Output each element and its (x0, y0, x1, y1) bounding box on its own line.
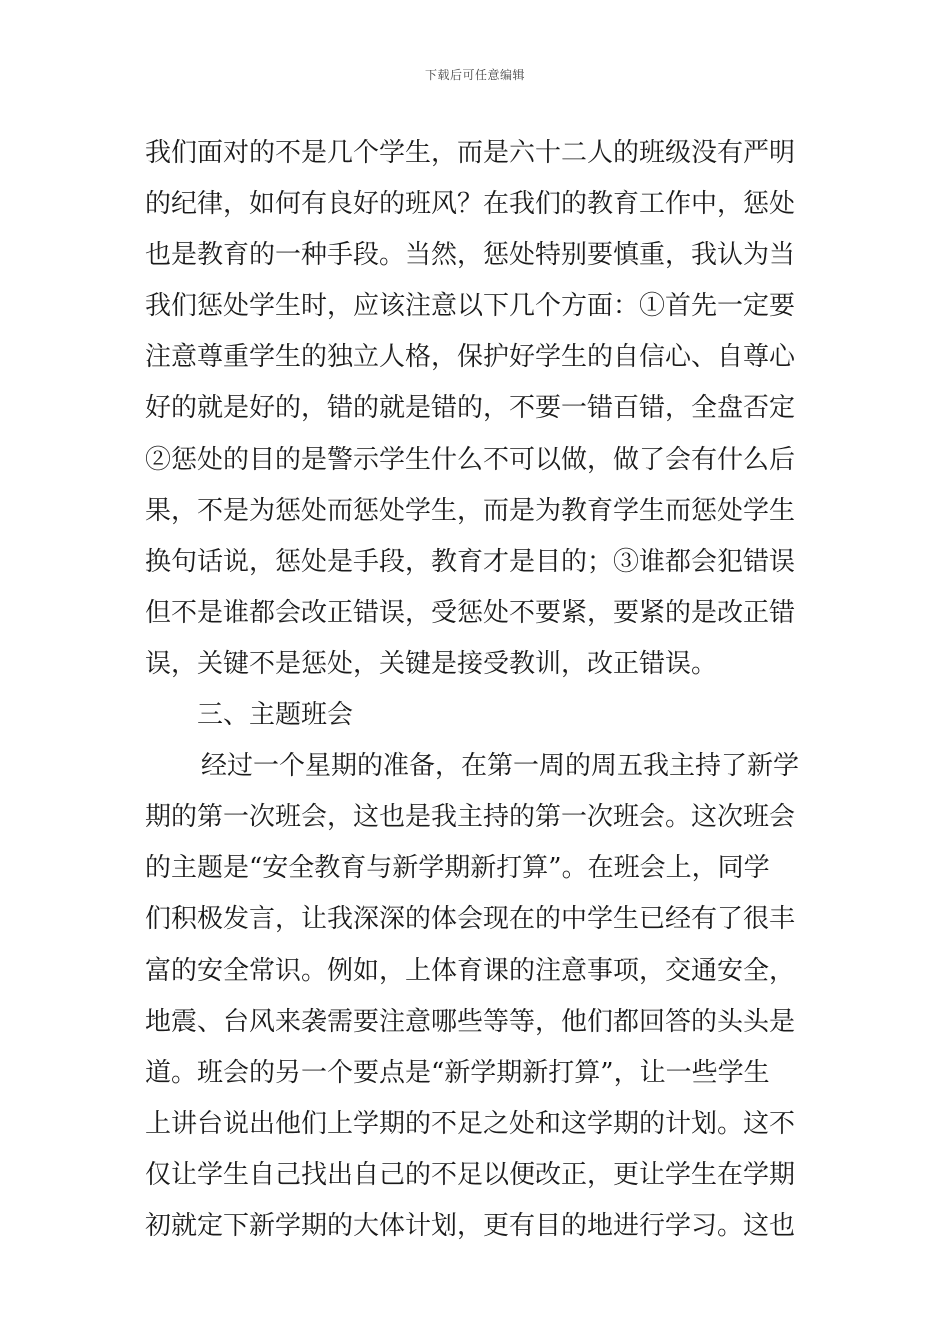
text-line: 也是教育的一种手段。当然，惩处特别要慎重，我认为当 (145, 240, 796, 271)
text-line: 换句话说，惩处是手段，教育才是目的；③谁都会犯错误 (145, 546, 796, 577)
text-line: 上讲台说出他们上学期的不足之处和这学期的计划。这不 (145, 1108, 796, 1139)
text-line: 好的就是好的，错的就是错的，不要一错百错，全盘否定 (145, 393, 796, 424)
section-heading: 三、主题班会 (197, 700, 354, 731)
text-line: 期的第一次班会，这也是我主持的第一次班会。这次班会 (145, 802, 796, 833)
page-header: 下载后可任意编辑 (424, 68, 525, 82)
text-line: 的纪律，如何有良好的班风？在我们的教育工作中，惩处 (145, 189, 796, 220)
text-line: 地震、台风来袭需要注意哪些等等，他们都回答的头头是 (145, 1006, 796, 1037)
text-line: ②惩处的目的是警示学生什么不可以做，做了会有什么后 (145, 444, 796, 475)
text-line: 仅让学生自己找出自己的不足以便改正，更让学生在学期 (145, 1159, 796, 1190)
text-line: 道。班会的另一个要点是“新学期新打算”，让一些学生 (145, 1057, 770, 1088)
text-line: 误，关键不是惩处，关键是接受教训，改正错误。 (145, 648, 718, 679)
text-line: 注意尊重学生的独立人格，保护好学生的自信心、自尊心 (145, 342, 796, 373)
text-line: 们积极发言，让我深深的体会现在的中学生已经有了很丰 (145, 904, 796, 935)
text-line: 富的安全常识。例如，上体育课的注意事项，交通安全， (145, 955, 796, 986)
text-line: 的主题是“安全教育与新学期新打算”。在班会上，同学 (145, 853, 770, 884)
text-line: 我们惩处学生时，应该注意以下几个方面：①首先一定要 (145, 291, 796, 322)
document-body (145, 128, 815, 1252)
text-line: 果，不是为惩处而惩处学生，而是为教育学生而惩处学生 (145, 495, 796, 526)
text-line: 我们面对的不是几个学生，而是六十二人的班级没有严明 (145, 138, 796, 168)
text-line: 但不是谁都会改正错误，受惩处不要紧，要紧的是改正错 (145, 597, 796, 628)
text-line: 初就定下新学期的大体计划，更有目的地进行学习。这也 (145, 1210, 796, 1241)
text-line: 经过一个星期的准备，在第一周的周五我主持了新学 (201, 751, 800, 782)
